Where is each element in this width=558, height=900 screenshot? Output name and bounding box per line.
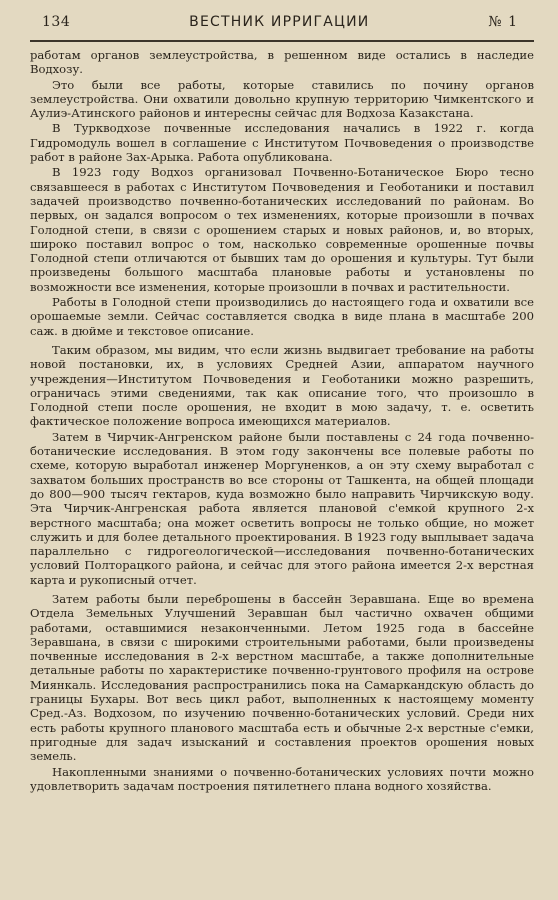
journal-title: ВЕСТНИК ИРРИГАЦИИ [189, 14, 370, 30]
page-header [30, 14, 534, 36]
paragraph: Работы в Голодной степи производились до настоящего года и охватили все орошаемые земли. Сейчас составляется сводка в виде плана в масштабе 200 саж. в дюйме и текстовое описание. [30, 295, 534, 338]
paragraph: Затем в Чирчик-Ангренском районе были поставлены с 24 года почвенно-ботанические исследования. В этом году закончены все полевые работы по схеме, которую выработал инженер Моргуненков, а он эту схему выработал с захватом больших пространств во все стороны от Ташкента, на общей площади до 800—900 тысяч гектаров, куда возможно было направить Чирчикскую воду. Эта Чирчик-Ангренская работа является плановой с'емкой крупного 2-х верстного масштаба; она может осветить вопросы не только общие, но может служить и для более детального проектирования. В 1923 году выплывает задача параллельно с гидрогеологической—исследования почвенно-ботанических условий Полторацкого района, и сейчас для этого района имеется 2-х верстная карта и рукописный отчет. [30, 429, 534, 587]
issue-number: № 1 [488, 14, 518, 30]
paragraph: работам органов землеустройства, в решенном виде остались в наследие Водхозу. [30, 48, 534, 77]
paragraph: Это были все работы, которые ставились по почину органов землеустройства. Они охватили довольно крупную территорию Чимкентского и Аулиэ-Атинского районов и интересны сейчас для Водхоза Казакстана. [30, 77, 534, 121]
header-rule [30, 40, 534, 42]
paragraph: В Туркводхозе почвенные исследования начались в 1922 г. когда Гидромодуль вошел в соглашение с Институтом Почвоведения о производстве работ в районе Зах-Арыка. Работа опубликована. [30, 121, 534, 165]
paragraph: Затем работы были переброшены в бассейн Зеравшана. Еще во времена Отдела Земельных Улучшений Зеравшан был частично охвачен общими работами, оставшимися незаконченными. Летом 1925 года в бассейне Зеравшана, в связи с широкими строительными работами, были произведены почвенные исследования в 2-х верстном масштабе, а также дополнительные детальные работы по характеристике почвенно-грунтового профиля на острове Миянкаль. Исследования распространились пока на Самаркандскую область до границы Бухары. Вот весь цикл работ, выполненных к настоящему моменту Сред.-Аз. Водхозом, по изучению почвенно-ботанических условий. Среди них есть работы крупного планового масштаба есть и обычные 2-х верстные с'емки, пригодные для задач изысканий и составления проектов орошения новых земель. [30, 591, 534, 764]
article-body [30, 48, 534, 793]
page-number: 134 [42, 14, 71, 30]
paragraph: Таким образом, мы видим, что если жизнь выдвигает требование на работы новой постановки, их, в условиях Средней Азии, аппаратом научного учреждения—Институтом Почвоведения и Геоботаники можно разрешить, ограничась этими сведениями, так как описание того, что произошло в Голодной степи после орошения, не входит в мою задачу, т. е. осветить фактическое положение вопроса имеющихся материалов. [30, 342, 534, 429]
paragraph: Накопленными знаниями о почвенно-ботанических условиях почти можно удовлетворить задачам построения пятилетнего плана водного хозяйства. [30, 764, 534, 793]
paragraph: В 1923 году Водхоз организовал Почвенно-Ботаническое Бюро тесно связавшееся в работах с Институтом Почвоведения и Геоботаники и поставил задачей производство почвенно-ботанических исследований по районам. Во первых, он задался вопросом о тех изменениях, которые произошли в почвах Голодной степи, в связи с орошением старых и новых районов, и, во вторых, широко поставил вопрос о том, насколько современные орошенные почвы Голодной степи отличаются от бывших там до орошения и культуры. Тут были произведены большого масштаба плановые работы и установлены по возможности все изменения, которые произошли в почвах и растительности. [30, 165, 534, 294]
